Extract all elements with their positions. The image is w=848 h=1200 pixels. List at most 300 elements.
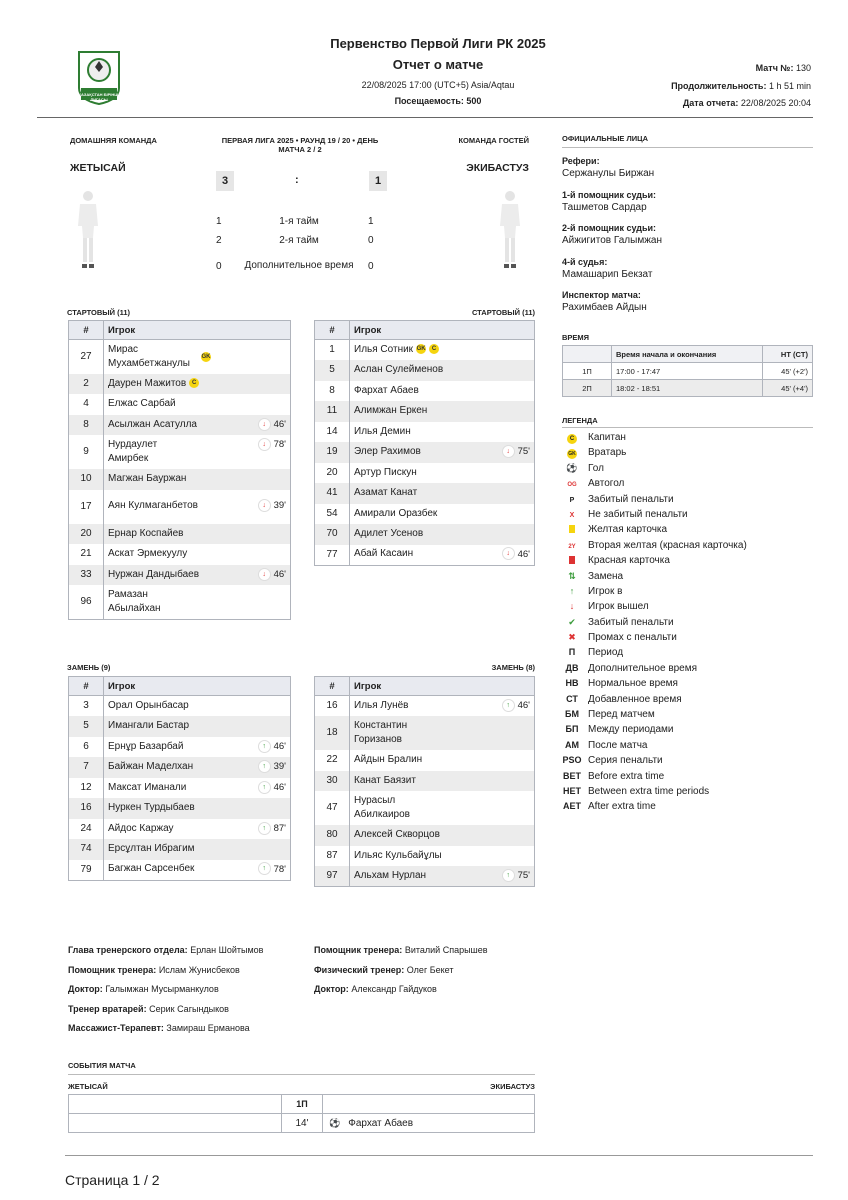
match-number: Матч №: 130 bbox=[755, 63, 811, 73]
period-away-score: 1 bbox=[368, 216, 374, 227]
staff-item bbox=[68, 945, 263, 965]
table-row bbox=[69, 757, 291, 778]
player-name: Ернар Коспайев bbox=[108, 527, 184, 539]
player-cell bbox=[104, 585, 291, 619]
player-number: 54 bbox=[315, 504, 350, 525]
table-row bbox=[69, 737, 291, 758]
legend-label: Желтая карточка bbox=[588, 524, 668, 536]
legend-label: Забитый пенальти bbox=[588, 493, 674, 505]
away-team-name: ЭКИБАСТУЗ bbox=[466, 162, 529, 174]
player-number: 4 bbox=[69, 394, 104, 415]
table-row bbox=[315, 866, 535, 887]
player-number: 5 bbox=[69, 716, 104, 737]
legend-item bbox=[562, 430, 747, 445]
staff-item bbox=[68, 984, 263, 1004]
player-cell bbox=[350, 401, 535, 422]
timing-row bbox=[563, 363, 813, 380]
timing-col-start: Время начала и окончания bbox=[612, 346, 763, 363]
player-number: 96 bbox=[69, 585, 104, 619]
legend-icon: OG bbox=[567, 482, 577, 489]
goal-icon: ⚽ bbox=[329, 1117, 341, 1128]
sub-minute: 78' bbox=[273, 439, 286, 451]
player-cell bbox=[104, 524, 291, 545]
attendance: Посещаемость: 500 bbox=[394, 96, 482, 106]
period-away-score: 0 bbox=[368, 235, 374, 246]
round-info: ПЕРВАЯ ЛИГА 2025 • РАУНД 19 / 20 • ДЕНЬ МАТЧА 2 / 2 bbox=[221, 136, 379, 154]
player-cell bbox=[104, 565, 291, 586]
player-name: Алексей Скворцов bbox=[354, 829, 440, 841]
player-name: Айдын Бралин bbox=[354, 754, 423, 766]
player-cell bbox=[350, 750, 535, 771]
legend-item bbox=[562, 753, 747, 768]
player-name: Илья Демин bbox=[354, 425, 411, 437]
timing-time: 18:02 - 18:51 bbox=[612, 380, 763, 397]
sub-minute: 75' bbox=[517, 870, 530, 882]
period-away-score: 0 bbox=[368, 260, 374, 272]
player-cell bbox=[104, 435, 291, 469]
away-subs-label: ЗАМЕНЬ (8) bbox=[491, 663, 535, 672]
player-name: Илья Лунёв bbox=[354, 699, 409, 711]
player-cell bbox=[104, 394, 291, 415]
table-header bbox=[69, 321, 291, 340]
player-name: Магжан Бауржан bbox=[108, 473, 187, 485]
table-row bbox=[69, 490, 291, 524]
legend-item bbox=[562, 522, 747, 537]
legend-label: Период bbox=[588, 647, 624, 659]
legend-label: После матча bbox=[588, 739, 648, 751]
player-number: 16 bbox=[69, 798, 104, 819]
player-name: Ерсұлтан Ибрагим bbox=[108, 843, 195, 855]
legend-item bbox=[562, 476, 747, 491]
player-number: 77 bbox=[315, 545, 350, 566]
table-row bbox=[315, 750, 535, 771]
player-cell bbox=[104, 737, 291, 758]
table-row bbox=[315, 340, 535, 361]
sub-out-icon: ↓ bbox=[502, 547, 515, 560]
legend-label: After extra time bbox=[588, 801, 656, 813]
table-row bbox=[69, 778, 291, 799]
player-cell bbox=[104, 374, 291, 395]
legend-icon: ⚽ bbox=[566, 462, 578, 473]
player-number: 2 bbox=[69, 374, 104, 395]
table-row bbox=[69, 524, 291, 545]
player-number: 10 bbox=[69, 469, 104, 490]
legend-item bbox=[562, 630, 747, 645]
staff-item bbox=[68, 1004, 263, 1024]
staff-name: Галымжан Мусырманкулов bbox=[105, 984, 219, 994]
sub-minute: 87' bbox=[273, 822, 286, 834]
table-row bbox=[315, 483, 535, 504]
player-cell bbox=[350, 504, 535, 525]
player-name: Елжас Сарбай bbox=[108, 398, 176, 410]
away-score: 1 bbox=[369, 171, 387, 191]
official-name: Рахимбаев Айдын bbox=[562, 302, 647, 313]
player-cell bbox=[350, 791, 535, 825]
legend-label: Вторая желтая (красная карточка) bbox=[588, 539, 747, 551]
legend-icon bbox=[562, 522, 582, 537]
legend-icon: BET bbox=[563, 770, 581, 781]
staff-item bbox=[314, 965, 488, 985]
legend-item bbox=[562, 738, 747, 753]
player-cell bbox=[350, 771, 535, 792]
player-cell bbox=[350, 696, 535, 717]
legend-item bbox=[562, 569, 747, 584]
table-row bbox=[315, 716, 535, 750]
legend-item bbox=[562, 784, 747, 799]
legend-list bbox=[562, 430, 747, 815]
player-name: Абай Касаин bbox=[354, 548, 414, 560]
legend-item bbox=[562, 676, 747, 691]
away-team-label: КОМАНДА ГОСТЕЙ bbox=[458, 136, 529, 145]
legend-label: Добавленное время bbox=[588, 693, 682, 705]
legend-divider bbox=[562, 427, 813, 428]
events-home-team: ЖЕТЫСАЙ bbox=[68, 1082, 108, 1091]
away-subs-table bbox=[314, 676, 535, 887]
period-row bbox=[216, 212, 388, 231]
player-cell bbox=[350, 442, 535, 463]
event-player: Фархат Абаев bbox=[348, 1117, 414, 1129]
col-player: Игрок bbox=[350, 321, 535, 340]
table-row bbox=[69, 860, 291, 881]
legend-label: Замена bbox=[588, 570, 624, 582]
timing-table bbox=[562, 345, 813, 397]
player-cell bbox=[104, 544, 291, 565]
player-cell bbox=[350, 716, 535, 750]
header-divider bbox=[37, 117, 813, 118]
player-number: 70 bbox=[315, 524, 350, 545]
player-name: Артур Пискун bbox=[354, 466, 417, 478]
player-cell bbox=[104, 778, 291, 799]
page-number: Страница 1 / 2 bbox=[65, 1172, 160, 1188]
player-name: Ернұр Базарбай bbox=[108, 740, 184, 752]
player-cell bbox=[104, 696, 291, 717]
staff-item bbox=[68, 1023, 263, 1043]
player-cell bbox=[350, 866, 535, 887]
table-row bbox=[69, 374, 291, 395]
staff-role: Тренер вратарей: bbox=[68, 1003, 147, 1014]
player-number: 33 bbox=[69, 565, 104, 586]
player-name: Азамат Канат bbox=[354, 487, 418, 499]
legend-icon: C bbox=[562, 430, 582, 445]
sub-minute: 75' bbox=[517, 446, 530, 458]
legend-label: Игрок вышел bbox=[588, 601, 649, 613]
legend-title: ЛЕГЕНДА bbox=[562, 416, 598, 425]
staff-role: Доктор: bbox=[68, 984, 103, 994]
events-period-row bbox=[69, 1095, 535, 1114]
timing-period: 2П bbox=[563, 380, 612, 397]
events-period: 1П bbox=[282, 1095, 323, 1114]
footer-divider bbox=[65, 1155, 813, 1156]
player-name: Орал Орынбасар bbox=[108, 700, 189, 711]
table-row bbox=[315, 442, 535, 463]
player-number: 1 bbox=[315, 340, 350, 361]
player-cell bbox=[104, 819, 291, 840]
player-number: 16 bbox=[315, 696, 350, 717]
legend-label: Между периодами bbox=[588, 724, 674, 736]
legend-item bbox=[562, 645, 747, 660]
legend-label: Перед матчем bbox=[588, 709, 655, 721]
officials-list bbox=[562, 156, 813, 324]
table-row bbox=[315, 524, 535, 545]
legend-icon: БМ bbox=[565, 709, 579, 720]
staff-name: Ерлан Шойтымов bbox=[190, 945, 264, 955]
staff-item bbox=[314, 945, 488, 965]
legend-label: Between extra time periods bbox=[588, 785, 710, 797]
table-row bbox=[315, 791, 535, 825]
home-team-label: ДОМАШНЯЯ КОМАНДА bbox=[70, 136, 157, 145]
legend-icon: ↑ bbox=[569, 585, 575, 596]
timing-period: 1П bbox=[563, 363, 612, 380]
legend-icon: АМ bbox=[565, 739, 579, 750]
player-name: Адилет Усенов bbox=[354, 528, 424, 540]
staff-role: Помощник тренера: bbox=[314, 945, 403, 955]
player-name: Нурасыл Абилкаиров bbox=[354, 795, 410, 820]
sub-minute: 46' bbox=[517, 700, 530, 712]
match-datetime: 22/08/2025 17:00 (UTC+5) Asia/Aqtau bbox=[361, 80, 515, 90]
player-number: 79 bbox=[69, 860, 104, 881]
player-number: 20 bbox=[315, 463, 350, 484]
sub-minute: 78' bbox=[273, 863, 286, 875]
player-name: Константин Горизанов bbox=[354, 720, 408, 745]
player-number: 8 bbox=[69, 415, 104, 436]
table-row bbox=[315, 463, 535, 484]
official-item bbox=[562, 290, 813, 324]
official-item bbox=[562, 156, 813, 190]
player-cell bbox=[350, 545, 535, 566]
col-player: Игрок bbox=[104, 677, 291, 696]
official-role: 2-й помощник судьи: bbox=[562, 223, 657, 233]
table-row bbox=[69, 340, 291, 374]
player-name: Аскат Эрмекуулу bbox=[108, 548, 188, 560]
player-number: 20 bbox=[69, 524, 104, 545]
official-role: Рефери: bbox=[562, 156, 600, 166]
legend-label: Дополнительное время bbox=[588, 662, 698, 674]
table-row bbox=[69, 469, 291, 490]
table-row bbox=[69, 798, 291, 819]
sub-minute: 46' bbox=[273, 568, 286, 580]
legend-item bbox=[562, 538, 747, 553]
player-cell bbox=[104, 469, 291, 490]
legend-label: Автогол bbox=[588, 478, 625, 490]
table-row bbox=[69, 544, 291, 565]
sub-in-icon: ↑ bbox=[258, 862, 271, 875]
away-kit-icon bbox=[498, 190, 522, 250]
player-number: 30 bbox=[315, 771, 350, 792]
away-starting-label: СТАРТОВЫЙ (11) bbox=[471, 308, 535, 317]
legend-icon: ✖ bbox=[568, 632, 576, 643]
period-row bbox=[216, 250, 388, 282]
captain-badge: C bbox=[429, 344, 439, 354]
player-cell bbox=[104, 415, 291, 436]
player-name: Илья Сотник bbox=[354, 344, 414, 355]
legend-icon: НВ bbox=[565, 678, 579, 689]
staff-name: Замираш Ерманова bbox=[166, 1023, 250, 1033]
legend-icon: GK bbox=[568, 451, 576, 458]
period-label: Дополнительное время bbox=[244, 260, 354, 271]
player-number: 3 bbox=[69, 696, 104, 717]
home-starting-label: СТАРТОВЫЙ (11) bbox=[67, 308, 131, 317]
home-staff bbox=[68, 945, 263, 1043]
official-role: 4-й судья: bbox=[562, 256, 608, 267]
player-name: Даурен Мажитов bbox=[108, 377, 187, 389]
legend-label: Before extra time bbox=[588, 770, 665, 782]
timing-time: 17:00 - 17:47 bbox=[612, 363, 763, 380]
event-row bbox=[69, 1114, 535, 1133]
table-row bbox=[315, 846, 535, 867]
table-row bbox=[69, 839, 291, 860]
player-name: Нурдаулет Амирбек bbox=[108, 439, 158, 464]
player-name: Байжан Маделхан bbox=[108, 761, 194, 773]
legend-label: Не забитый пенальти bbox=[588, 508, 688, 520]
events-divider bbox=[68, 1074, 535, 1075]
staff-role: Глава тренерского отдела: bbox=[68, 945, 188, 955]
legend-icon: P bbox=[569, 496, 575, 504]
player-name: Элер Рахимов bbox=[354, 446, 421, 458]
timing-ht: 45' (+4') bbox=[763, 380, 813, 397]
official-role: 1-й помощник судьи: bbox=[562, 189, 657, 200]
official-item bbox=[562, 257, 813, 291]
legend-icon: ⇅ bbox=[568, 570, 576, 581]
staff-role: Доктор: bbox=[314, 984, 349, 994]
legend-label: Нормальное время bbox=[588, 678, 678, 690]
sub-minute: 46' bbox=[273, 740, 286, 752]
staff-item bbox=[68, 965, 263, 985]
player-name: Аян Кулмаганбетов bbox=[108, 500, 198, 512]
player-number: 18 bbox=[315, 716, 350, 750]
legend-item bbox=[562, 692, 747, 707]
sub-in-icon: ↑ bbox=[258, 760, 271, 773]
legend-icon: БП bbox=[565, 724, 579, 735]
officials-title: ОФИЦИАЛЬНЫЕ ЛИЦА bbox=[562, 134, 649, 143]
sub-minute: 46' bbox=[273, 418, 286, 430]
report-title: Первенство Первой Лиги РК 2025 bbox=[330, 36, 546, 51]
player-cell bbox=[104, 839, 291, 860]
timing-row bbox=[563, 380, 813, 397]
table-row bbox=[69, 415, 291, 436]
player-name: Айдос Каржау bbox=[108, 822, 174, 834]
goalkeeper-badge: GK bbox=[201, 353, 211, 360]
sub-minute: 39' bbox=[273, 500, 286, 512]
timing-col-ht: HT (CT) bbox=[763, 346, 813, 363]
period-home-score: 1 bbox=[216, 216, 222, 227]
legend-item bbox=[562, 492, 747, 507]
home-starting-table bbox=[68, 320, 291, 620]
legend-item bbox=[562, 707, 747, 722]
events-title: СОБЫТИЯ МАТЧА bbox=[68, 1061, 136, 1070]
player-name: Нуржан Дандыбаев bbox=[108, 568, 200, 580]
player-name: Асылжан Асатулла bbox=[108, 418, 197, 430]
goalkeeper-badge: GK bbox=[416, 346, 426, 353]
player-cell bbox=[104, 860, 291, 881]
player-name: Нуркен Турдыбаев bbox=[108, 802, 195, 814]
sub-minute: 39' bbox=[273, 761, 286, 773]
player-number: 97 bbox=[315, 866, 350, 887]
legend-icon bbox=[562, 553, 582, 568]
legend-item bbox=[562, 553, 747, 568]
player-name: Мирас Мухамбетжанулы bbox=[108, 343, 190, 369]
player-number: 14 bbox=[315, 422, 350, 443]
table-row bbox=[69, 394, 291, 415]
period-label: 2-я тайм bbox=[279, 234, 319, 246]
table-row bbox=[69, 696, 291, 717]
player-cell bbox=[350, 524, 535, 545]
player-number: 19 bbox=[315, 442, 350, 463]
events-table bbox=[68, 1094, 535, 1133]
official-name: Ташметов Сардар bbox=[562, 201, 647, 213]
home-kit-icon bbox=[76, 190, 100, 250]
timing-header bbox=[563, 346, 813, 363]
player-number: 47 bbox=[315, 791, 350, 825]
staff-item bbox=[314, 984, 488, 1004]
player-name: Аслан Сулейменов bbox=[354, 364, 444, 376]
legend-label: Гол bbox=[588, 462, 604, 474]
player-number: 7 bbox=[69, 757, 104, 778]
player-number: 41 bbox=[315, 483, 350, 504]
legend-item bbox=[562, 445, 747, 460]
table-header bbox=[69, 677, 291, 696]
player-number: 21 bbox=[69, 544, 104, 565]
player-number: 8 bbox=[315, 381, 350, 402]
legend-icon: HET bbox=[563, 785, 581, 796]
sub-out-icon: ↓ bbox=[258, 499, 271, 512]
staff-name: Виталий Спарышев bbox=[404, 945, 488, 955]
player-cell bbox=[104, 798, 291, 819]
timing-ht: 45' (+2') bbox=[763, 363, 813, 380]
player-name: Фархат Абаев bbox=[354, 384, 419, 396]
staff-role: Физический тренер: bbox=[314, 964, 405, 975]
player-cell bbox=[350, 381, 535, 402]
sub-out-icon: ↓ bbox=[258, 568, 271, 581]
report-date: Дата отчета: 22/08/2025 20:04 bbox=[682, 98, 811, 108]
legend-label: Промах с пенальти bbox=[588, 632, 677, 644]
player-name: Альхам Нурлан bbox=[354, 869, 427, 881]
player-number: 9 bbox=[69, 435, 104, 469]
score-separator: : bbox=[295, 174, 299, 186]
legend-item bbox=[562, 799, 747, 814]
table-row bbox=[315, 696, 535, 717]
player-name: Канат Баязит bbox=[354, 774, 416, 786]
official-name: Мамашарип Бекзат bbox=[562, 268, 653, 280]
legend-icon: 2Y bbox=[568, 543, 576, 550]
legend-item bbox=[562, 584, 747, 599]
col-num: # bbox=[69, 321, 104, 340]
player-cell bbox=[350, 463, 535, 484]
legend-item bbox=[562, 722, 747, 737]
sub-out-icon: ↓ bbox=[258, 418, 271, 431]
legend-icon: ↓ bbox=[569, 601, 575, 612]
home-subs-label: ЗАМЕНЬ (9) bbox=[67, 663, 111, 672]
events-away-team: ЭКИБАСТУЗ bbox=[490, 1082, 535, 1091]
player-cell bbox=[104, 716, 291, 737]
legend-item bbox=[562, 615, 747, 630]
player-cell bbox=[104, 757, 291, 778]
sub-minute: 46' bbox=[273, 781, 286, 793]
legend-icon: X bbox=[569, 511, 575, 519]
table-row bbox=[315, 504, 535, 525]
player-name: Амирали Оразбек bbox=[354, 507, 438, 519]
staff-name: Ислам Жунисбеков bbox=[158, 964, 240, 975]
period-scores bbox=[216, 212, 388, 282]
player-number: 80 bbox=[315, 825, 350, 846]
sub-in-icon: ↑ bbox=[258, 740, 271, 753]
timing-title: ВРЕМЯ bbox=[562, 333, 590, 342]
legend-item bbox=[562, 599, 747, 614]
player-name: Рамазан Абылайхан bbox=[108, 588, 161, 614]
logo-text: ҚАЗАҚСТАН БІРІНШІ ЛИГАСЫ bbox=[78, 92, 120, 102]
home-subs-table bbox=[68, 676, 291, 881]
player-name: Алимжан Еркен bbox=[354, 405, 428, 417]
table-row bbox=[69, 716, 291, 737]
